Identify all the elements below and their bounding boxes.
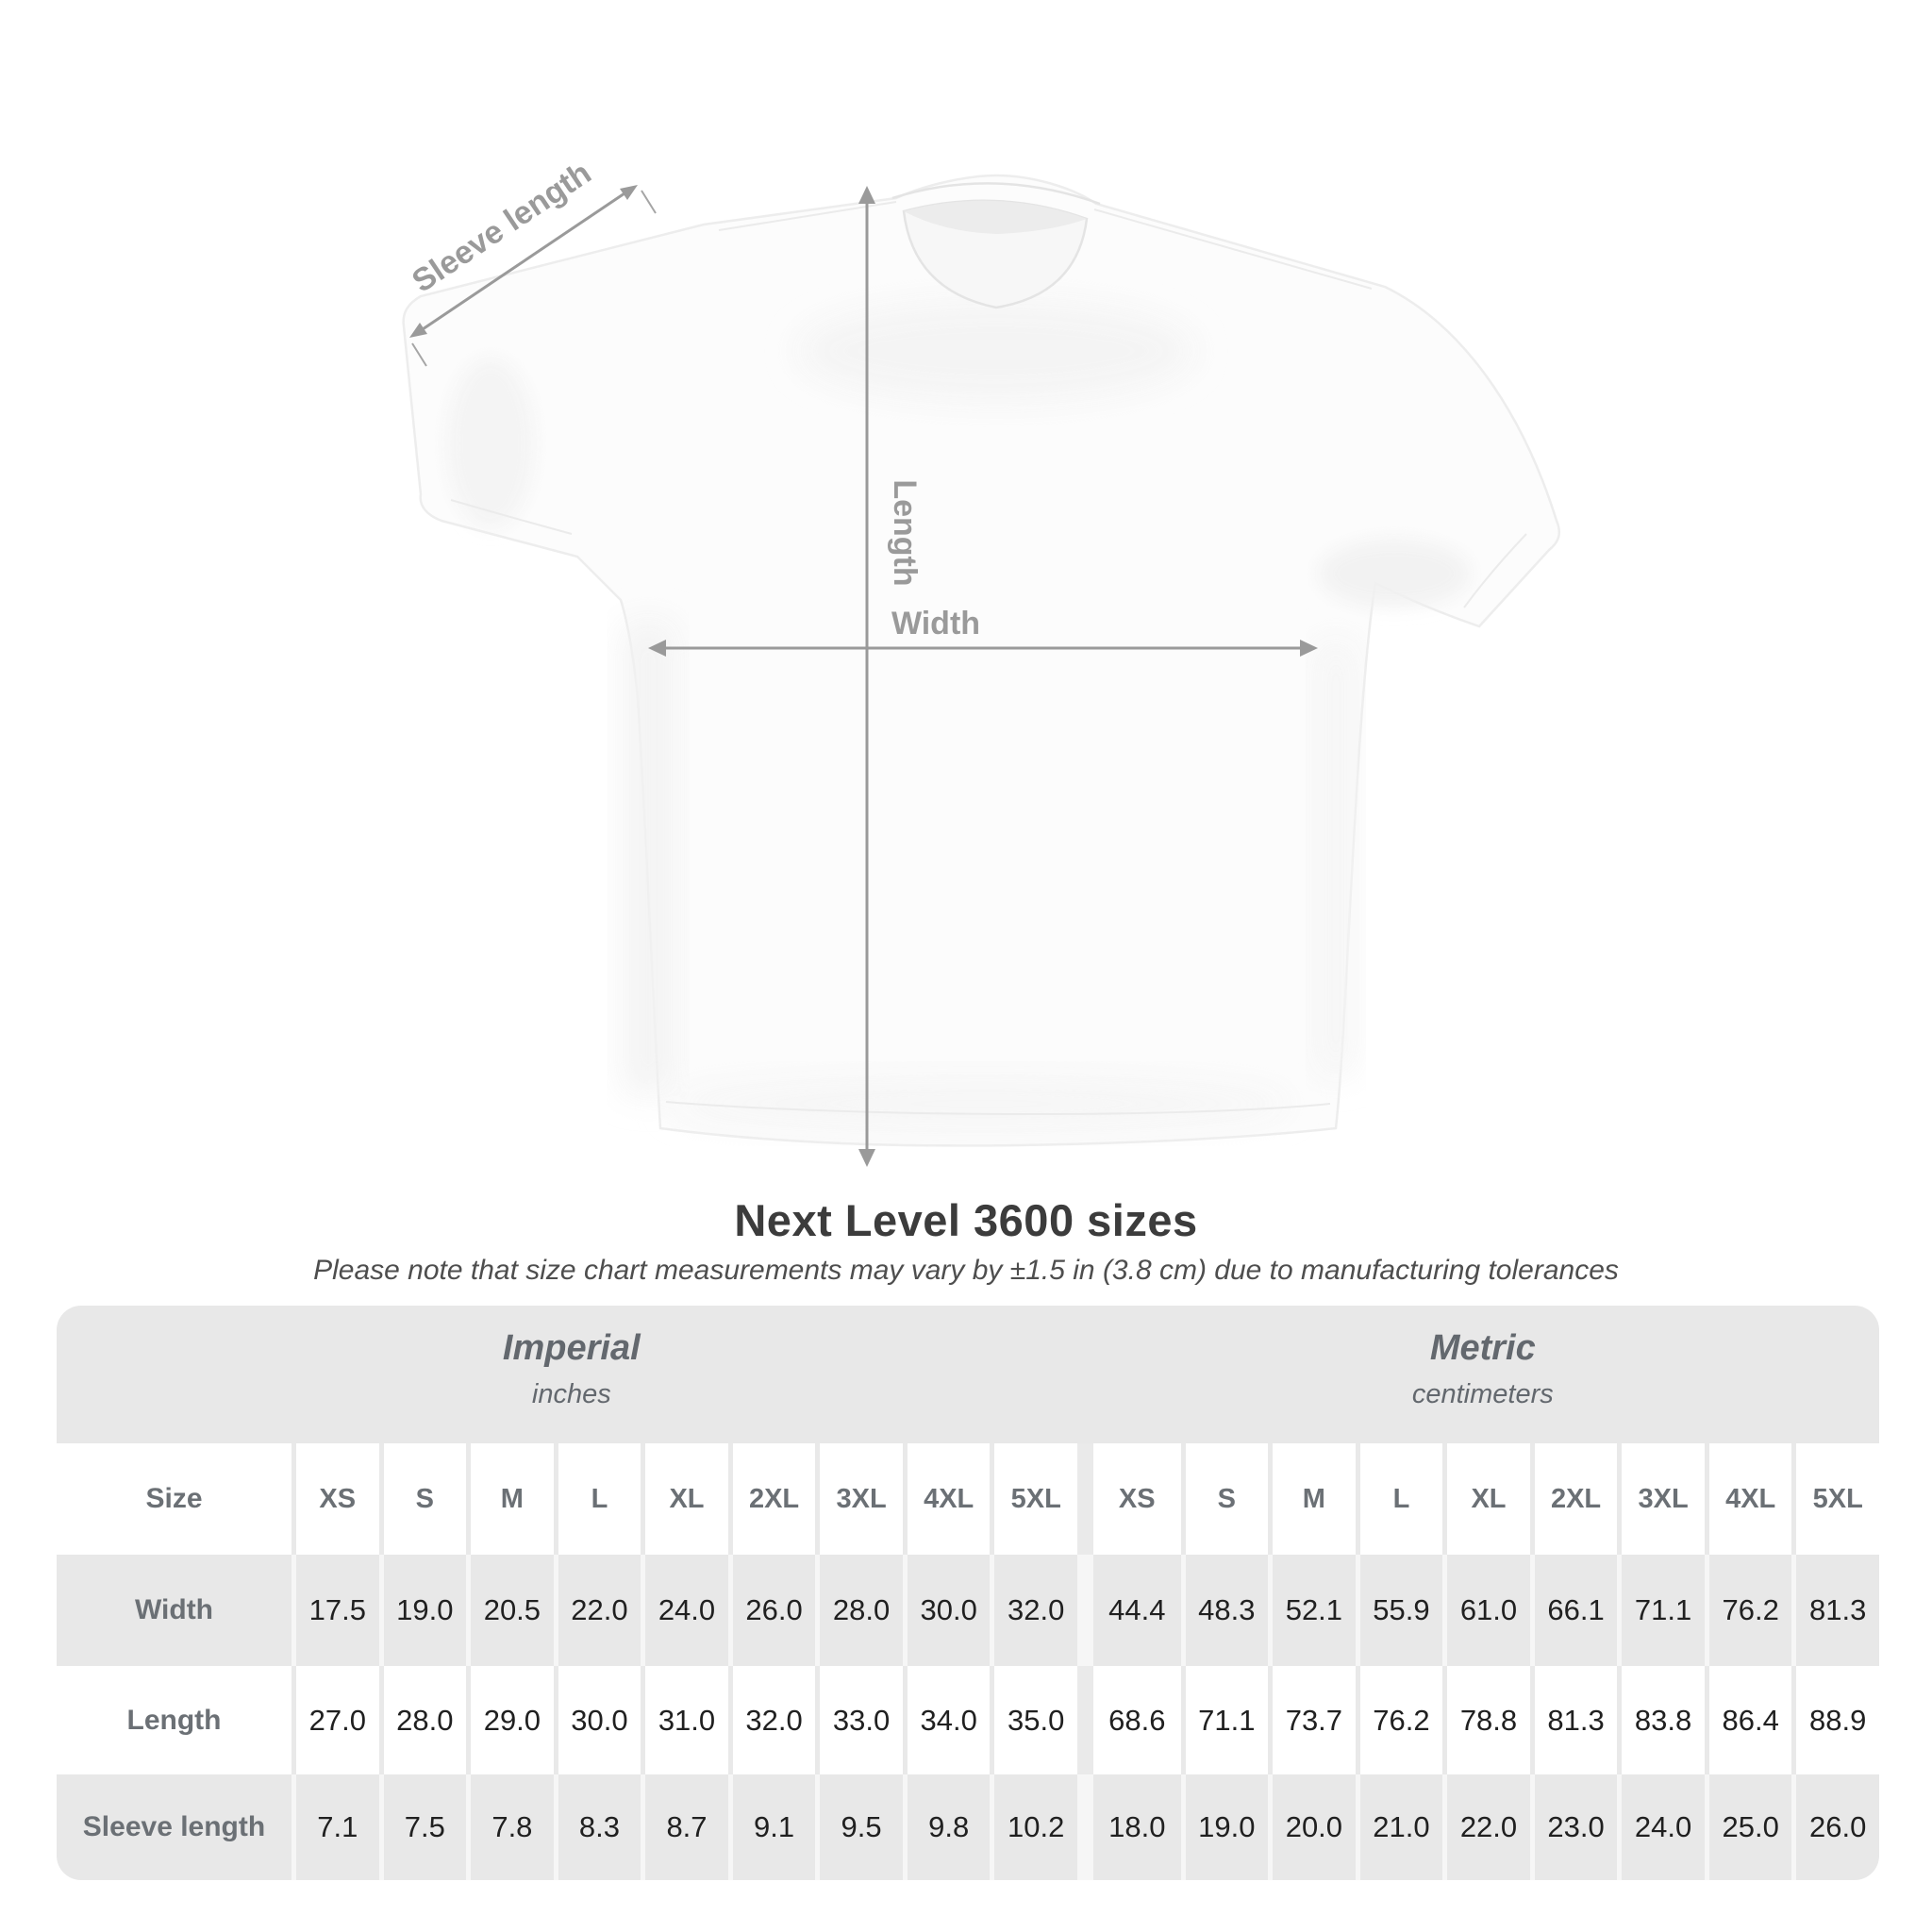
length-label: Length	[887, 479, 923, 587]
value-cell-metric: 26.0	[1791, 1774, 1879, 1880]
column-group-divider	[1077, 1666, 1093, 1774]
row-label: Width	[57, 1555, 291, 1666]
size-header-metric: S	[1181, 1443, 1269, 1555]
value-cell-metric: 86.4	[1705, 1666, 1792, 1774]
size-header-metric: XL	[1442, 1443, 1530, 1555]
column-group-divider	[1077, 1555, 1093, 1666]
value-cell-metric: 22.0	[1442, 1774, 1530, 1880]
sleeve-length-label: Sleeve length	[406, 155, 598, 300]
size-header-imperial: XL	[641, 1443, 728, 1555]
metric-header	[1087, 1306, 1879, 1443]
size-table	[57, 1306, 1879, 1880]
value-cell-imperial: 9.5	[815, 1774, 903, 1880]
value-cell-imperial: 26.0	[728, 1555, 816, 1666]
value-cell-imperial: 22.0	[554, 1555, 641, 1666]
value-cell-metric: 73.7	[1268, 1666, 1356, 1774]
value-cell-imperial: 10.2	[990, 1774, 1077, 1880]
value-cell-imperial: 29.0	[466, 1666, 554, 1774]
value-cell-imperial: 28.0	[379, 1666, 467, 1774]
value-cell-metric: 21.0	[1356, 1774, 1443, 1880]
value-cell-metric: 71.1	[1617, 1555, 1705, 1666]
value-cell-metric: 68.6	[1093, 1666, 1181, 1774]
value-cell-imperial: 35.0	[990, 1666, 1077, 1774]
value-cell-imperial: 31.0	[641, 1666, 728, 1774]
size-header-metric: 2XL	[1530, 1443, 1618, 1555]
value-cell-metric: 88.9	[1791, 1666, 1879, 1774]
value-cell-imperial: 17.5	[291, 1555, 379, 1666]
imperial-header-label: Imperial	[502, 1328, 641, 1368]
value-cell-imperial: 32.0	[728, 1666, 816, 1774]
unit-header-band	[57, 1306, 1879, 1443]
value-cell-imperial: 8.7	[641, 1774, 728, 1880]
value-cell-metric: 55.9	[1356, 1555, 1443, 1666]
value-cell-metric: 81.3	[1530, 1666, 1618, 1774]
page-title: Next Level 3600 sizes	[734, 1195, 1198, 1245]
value-cell-imperial: 32.0	[990, 1555, 1077, 1666]
value-cell-imperial: 20.5	[466, 1555, 554, 1666]
metric-unit-label: centimeters	[1411, 1379, 1554, 1409]
value-cell-imperial: 24.0	[641, 1555, 728, 1666]
size-header-metric: M	[1268, 1443, 1356, 1555]
value-cell-imperial: 34.0	[903, 1666, 991, 1774]
width-label: Width	[891, 606, 981, 641]
tolerance-note: Please note that size chart measurements may vary by ±1.5 in (3.8 cm) due to manufacturing tolerances	[313, 1255, 1619, 1286]
size-header-imperial: S	[379, 1443, 467, 1555]
value-cell-imperial: 7.5	[379, 1774, 467, 1880]
value-cell-metric: 24.0	[1617, 1774, 1705, 1880]
size-header-imperial: L	[554, 1443, 641, 1555]
size-header-metric: 5XL	[1791, 1443, 1879, 1555]
value-cell-imperial: 19.0	[379, 1555, 467, 1666]
value-cell-imperial: 7.8	[466, 1774, 554, 1880]
value-cell-imperial: 27.0	[291, 1666, 379, 1774]
size-header-metric: XS	[1093, 1443, 1181, 1555]
value-cell-imperial: 28.0	[815, 1555, 903, 1666]
column-group-divider	[1077, 1774, 1093, 1880]
value-cell-metric: 81.3	[1791, 1555, 1879, 1666]
value-cell-metric: 25.0	[1705, 1774, 1792, 1880]
size-header-imperial: M	[466, 1443, 554, 1555]
size-header-metric: 4XL	[1705, 1443, 1792, 1555]
size-header-imperial: XS	[291, 1443, 379, 1555]
value-cell-metric: 61.0	[1442, 1555, 1530, 1666]
value-cell-imperial: 7.1	[291, 1774, 379, 1880]
value-cell-imperial: 30.0	[554, 1666, 641, 1774]
size-header-imperial: 2XL	[728, 1443, 816, 1555]
value-cell-metric: 76.2	[1705, 1555, 1792, 1666]
value-cell-imperial: 33.0	[815, 1666, 903, 1774]
row-label: Sleeve length	[57, 1774, 291, 1880]
value-cell-imperial: 30.0	[903, 1555, 991, 1666]
imperial-unit-label: inches	[531, 1379, 611, 1409]
size-header-imperial: 3XL	[815, 1443, 903, 1555]
size-header-imperial: 5XL	[990, 1443, 1077, 1555]
value-cell-metric: 18.0	[1093, 1774, 1181, 1880]
value-cell-metric: 19.0	[1181, 1774, 1269, 1880]
imperial-header	[57, 1306, 1087, 1443]
value-cell-metric: 20.0	[1268, 1774, 1356, 1880]
value-cell-imperial: 9.8	[903, 1774, 991, 1880]
value-cell-imperial: 8.3	[554, 1774, 641, 1880]
value-cell-metric: 66.1	[1530, 1555, 1618, 1666]
metric-header-label: Metric	[1429, 1328, 1536, 1368]
value-cell-metric: 23.0	[1530, 1774, 1618, 1880]
value-cell-metric: 52.1	[1268, 1555, 1356, 1666]
column-group-divider	[1077, 1443, 1093, 1555]
value-cell-metric: 83.8	[1617, 1666, 1705, 1774]
value-cell-metric: 78.8	[1442, 1666, 1530, 1774]
value-cell-imperial: 9.1	[728, 1774, 816, 1880]
size-header-metric: 3XL	[1617, 1443, 1705, 1555]
value-cell-metric: 76.2	[1356, 1666, 1443, 1774]
size-header-metric: L	[1356, 1443, 1443, 1555]
value-cell-metric: 71.1	[1181, 1666, 1269, 1774]
value-cell-metric: 44.4	[1093, 1555, 1181, 1666]
size-header-imperial: 4XL	[903, 1443, 991, 1555]
row-label: Length	[57, 1666, 291, 1774]
size-column-header: Size	[57, 1443, 291, 1555]
value-cell-metric: 48.3	[1181, 1555, 1269, 1666]
